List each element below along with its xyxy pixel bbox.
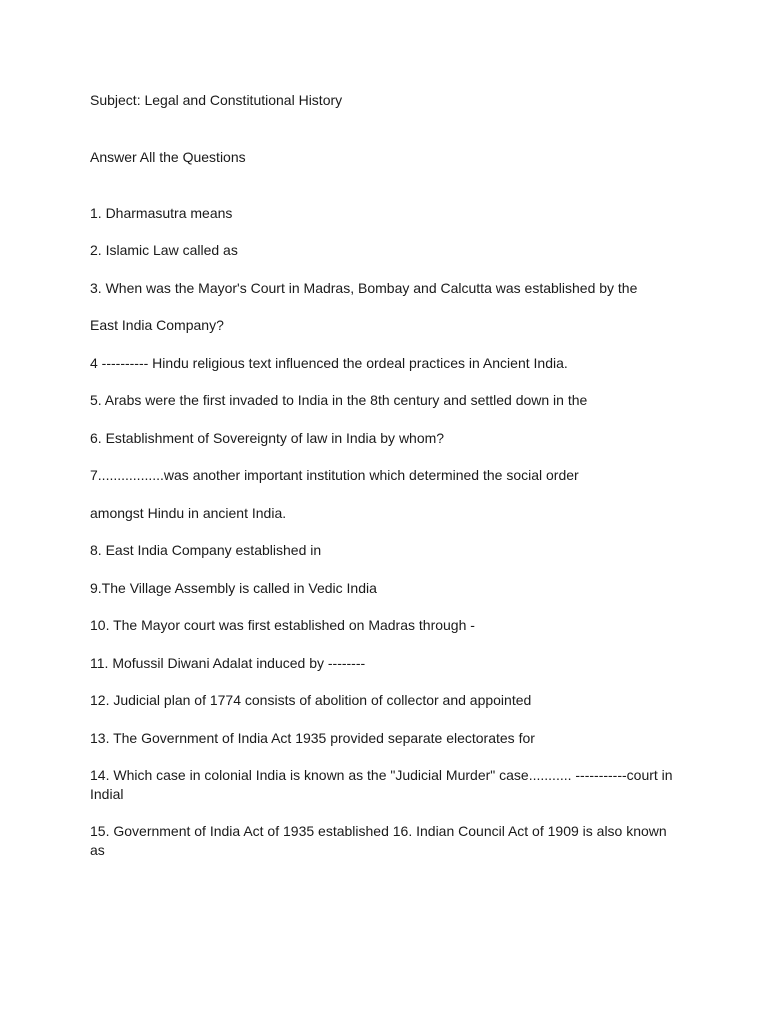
question-line: 3. When was the Mayor's Court in Madras, Bombay and Calcutta was established by the bbox=[90, 280, 638, 296]
document-subject: Subject: Legal and Constitutional History bbox=[90, 92, 343, 108]
question-line: 14. Which case in colonial India is known as the "Judicial Murder" case........... -----------court in Indial bbox=[90, 767, 673, 802]
question-line: 9.The Village Assembly is called in Vedic India bbox=[90, 580, 377, 596]
question-line: 12. Judicial plan of 1774 consists of abolition of collector and appointed bbox=[90, 692, 532, 708]
question-line: 4 ---------- Hindu religious text influenced the ordeal practices in Ancient India. bbox=[90, 355, 568, 371]
question-line: 1. Dharmasutra means bbox=[90, 205, 233, 221]
question-line: 8. East India Company established in bbox=[90, 542, 322, 558]
question-line-continuation: East India Company? bbox=[90, 317, 224, 333]
question-line: 6. Establishment of Sovereignty of law in India by whom? bbox=[90, 430, 445, 446]
question-line: 10. The Mayor court was first established on Madras through - bbox=[90, 617, 475, 633]
question-line: 13. The Government of India Act 1935 provided separate electorates for bbox=[90, 730, 535, 746]
document-instruction: Answer All the Questions bbox=[90, 149, 246, 165]
question-line: 7.................was another important institution which determined the social order bbox=[90, 467, 579, 483]
question-line: 5. Arabs were the first invaded to India in the 8th century and settled down in the bbox=[90, 392, 588, 408]
question-line-continuation: amongst Hindu in ancient India. bbox=[90, 505, 287, 521]
question-line: 11. Mofussil Diwani Adalat induced by -------- bbox=[90, 655, 366, 671]
question-line: 2. Islamic Law called as bbox=[90, 242, 238, 258]
question-line: 15. Government of India Act of 1935 established 16. Indian Council Act of 1909 is also known as bbox=[90, 823, 667, 858]
